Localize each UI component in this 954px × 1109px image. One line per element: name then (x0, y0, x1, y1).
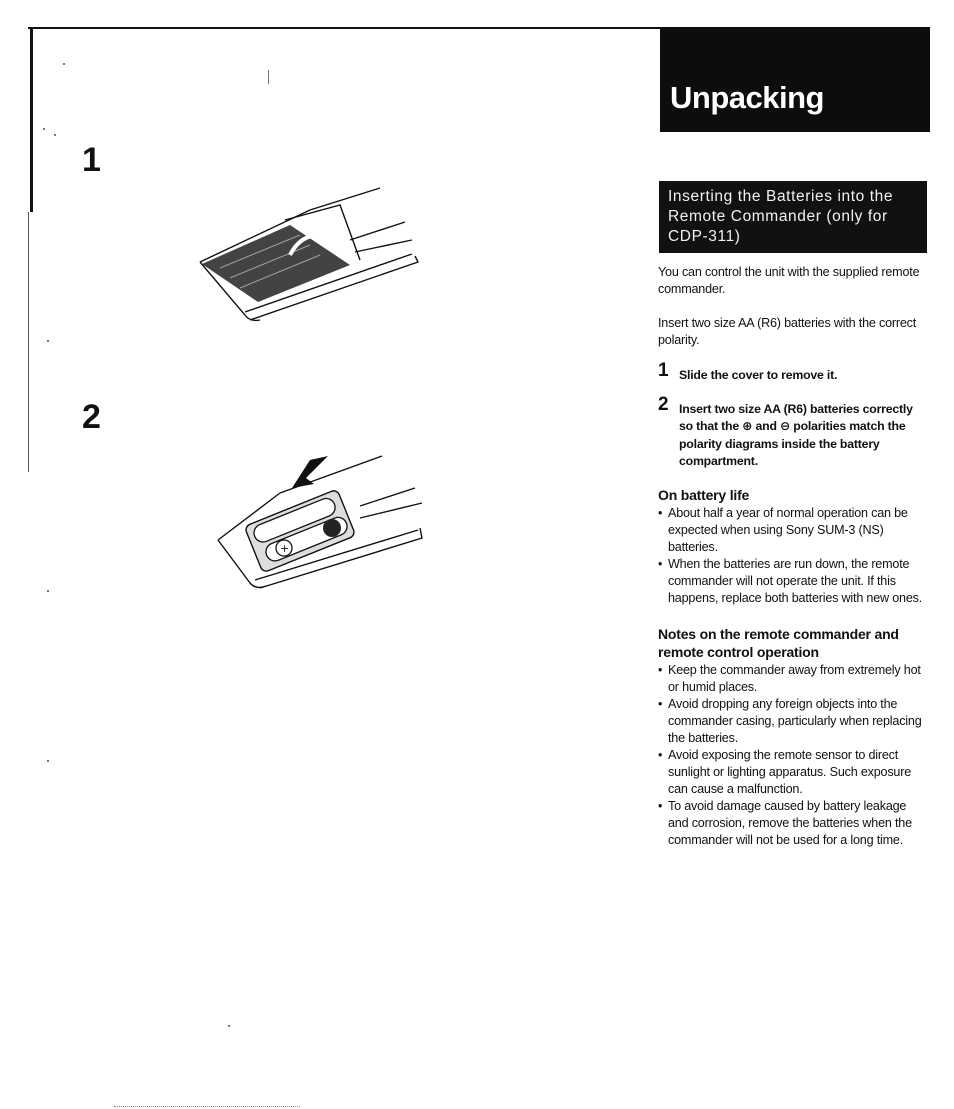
step-2-text: Insert two size AA (R6) batteries correctly so that the ⊕ and ⊖ polarities match the polarity diagrams inside the battery compartment. (679, 402, 913, 468)
svg-text:+: + (280, 542, 290, 555)
text-column (658, 264, 928, 849)
step-1-text: Slide the cover to remove it. (679, 368, 838, 382)
intro-paragraph-2: Insert two size AA (R6) batteries with the correct polarity. (658, 316, 917, 347)
list-item-text: When the batteries are run down, the remote commander will not operate the unit. If this happens, replace both batteries with new ones. (668, 556, 923, 605)
left-margin-bar (30, 27, 33, 212)
figure-step-2-number: 2 (82, 398, 101, 436)
list-item (658, 505, 928, 556)
scan-speck (43, 128, 45, 130)
scan-speck (47, 590, 49, 592)
left-margin-line (28, 212, 29, 472)
figure-step-1-number: 1 (82, 141, 101, 179)
section-header: Inserting the Batteries into the Remote Commander (only for CDP-311) (659, 181, 927, 253)
bullet-mark: • (658, 662, 663, 677)
scan-speck (228, 1025, 230, 1027)
list-item (658, 662, 928, 696)
list-item-text: About half a year of normal operation can be expected when using Sony SUM-3 (NS) batteries. (668, 505, 908, 554)
scan-speck (268, 70, 269, 84)
list-item (658, 556, 928, 607)
list-item (658, 696, 928, 747)
step-2 (658, 394, 928, 470)
list-item-text: To avoid damage caused by battery leakage and corrosion, remove the batteries when the commander will not be used for a long time. (668, 798, 912, 847)
bullet-mark: • (658, 798, 663, 813)
step-2-number: 2 (658, 394, 669, 416)
title-block (660, 27, 930, 132)
remote-batteries-illustration (210, 448, 430, 598)
notes-heading: Notes on the remote commander and remote control operation (658, 625, 899, 661)
scan-speck (54, 134, 56, 136)
intro-paragraph-1: You can control the unit with the supplied remote commander. (658, 265, 920, 296)
bullet-mark: • (658, 505, 663, 520)
remote-cover-illustration (190, 180, 430, 330)
bullet-mark: • (658, 747, 663, 762)
bullet-mark: • (658, 556, 663, 571)
list-item (658, 747, 928, 798)
list-item-text: Keep the commander away from extremely hot or humid places. (668, 662, 921, 694)
scan-speck (63, 63, 65, 65)
scan-speck (47, 340, 49, 342)
step-1-number: 1 (658, 360, 669, 381)
notes-list (658, 662, 928, 849)
list-item-text: Avoid exposing the remote sensor to direct sunlight or lighting apparatus. Such exposure can cause a malfunction. (668, 747, 912, 796)
bottom-dotted-line (114, 1106, 300, 1107)
battery-life-heading: On battery life (658, 487, 750, 504)
list-item-text: Avoid dropping any foreign objects into the commander casing, particularly when replacing the batteries. (668, 696, 922, 745)
scan-speck (47, 760, 49, 762)
battery-life-list (658, 505, 928, 607)
page-title: Unpacking (670, 80, 824, 115)
list-item (658, 798, 928, 849)
bullet-mark: • (658, 696, 663, 711)
step-1 (658, 360, 928, 384)
